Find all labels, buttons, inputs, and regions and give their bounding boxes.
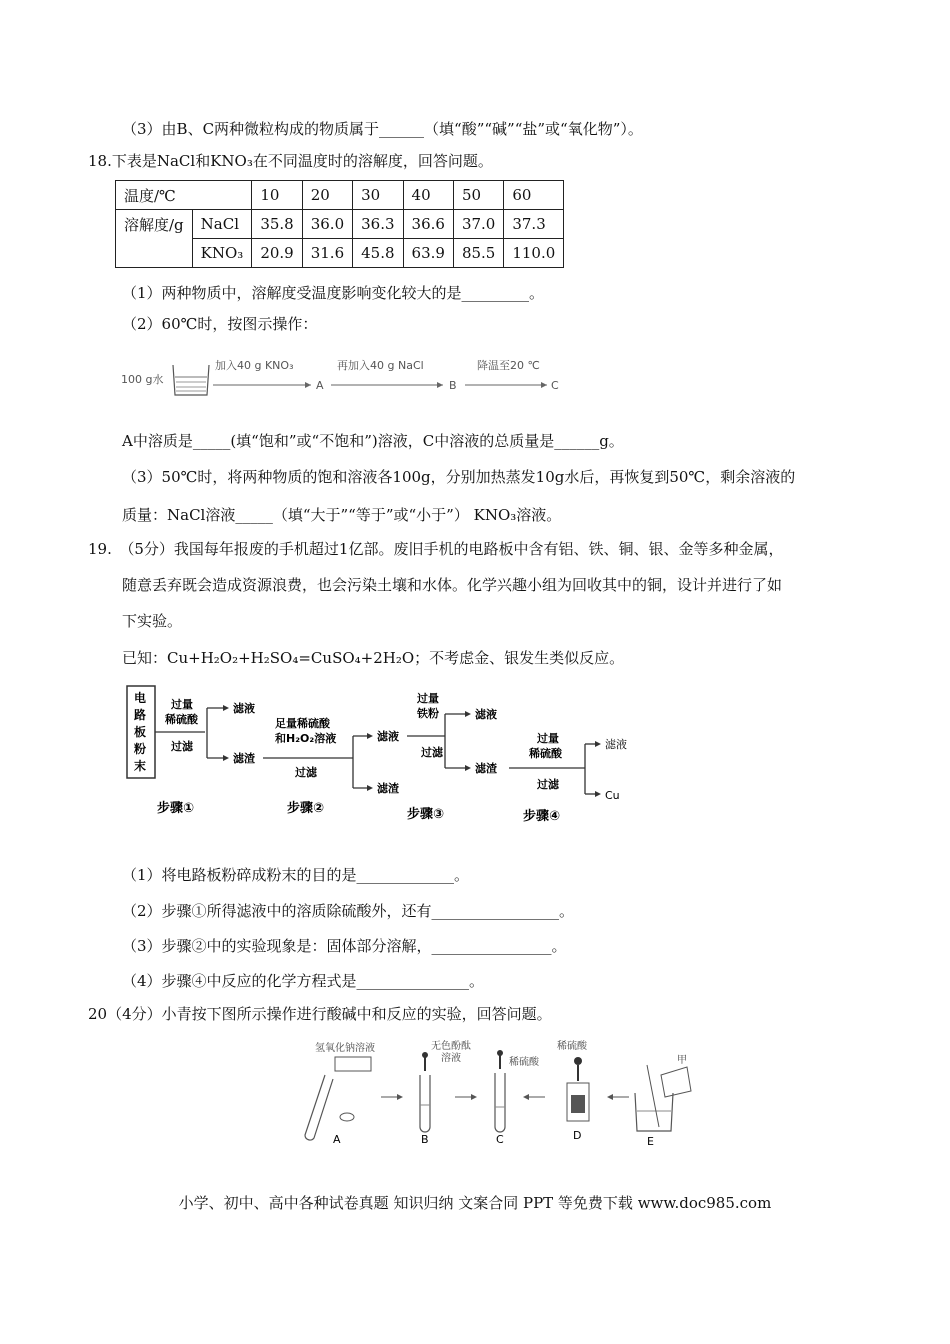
nacl-cell: 36.6 [403, 210, 453, 239]
reagent-jia-label: 甲 [677, 1055, 687, 1066]
acid-label: 稀硫酸 [509, 1057, 539, 1068]
kno3-cell: 63.9 [403, 239, 453, 268]
temp-cell: 60 [504, 181, 564, 210]
test-tube-icon [305, 1057, 371, 1140]
temp-cell: 30 [353, 181, 403, 210]
q18-part2-question: A中溶质是_____(填“饱和”或“不饱和”)溶液，C中溶液的总质量是______g。 [122, 432, 624, 450]
phenolphthalein-label: 溶液 [441, 1053, 461, 1064]
residue-label: 滤渣 [233, 752, 255, 765]
beaker-icon [635, 1065, 691, 1131]
step-label: 步骤① [157, 801, 195, 816]
flow-start-label: 100 g水 [121, 373, 164, 386]
q19-part3: （3）步骤②中的实验现象是：固体部分溶解，________________。 [122, 937, 567, 955]
box-char: 末 [134, 759, 147, 773]
test-tube-icon [495, 1050, 505, 1132]
copper-recovery-flowchart [125, 680, 645, 830]
kno3-cell: 110.0 [504, 239, 564, 268]
step4-reagent: 稀硫酸 [529, 747, 562, 760]
step4-filter: 过滤 [537, 778, 559, 791]
q18-title: 18.下表是NaCl和KNO₃在不同温度时的溶解度，回答问题。 [88, 152, 493, 170]
box-char: 粉 [134, 742, 147, 756]
filtrate-label: 滤液 [605, 738, 627, 751]
solubility-table [115, 180, 564, 268]
q19-part4: （4）步骤④中反应的化学方程式是_______________。 [122, 972, 485, 990]
figure-label: E [647, 1135, 654, 1147]
kno3-cell: 45.8 [353, 239, 403, 268]
filtrate-label: 滤液 [475, 708, 497, 721]
step1-reagent: 稀硫酸 [165, 713, 198, 726]
nacl-cell: 35.8 [252, 210, 302, 239]
figure-label: D [573, 1129, 582, 1142]
dissolving-flow-diagram [115, 355, 585, 403]
q19-line3: 下实验。 [122, 612, 183, 630]
temp-cell: 20 [302, 181, 352, 210]
flow-step1-label: 加入40 g KNO₃ [215, 359, 294, 372]
filtrate-label: 滤液 [233, 702, 255, 715]
acid-label: 稀硫酸 [557, 1041, 587, 1052]
q17-part3: （3）由B、C两种微粒构成的物质属于______（填“酸”“碱”“盐”或“氧化物”）。 [122, 120, 643, 138]
kno3-label: KNO₃ [192, 239, 252, 268]
figure-label: A [333, 1133, 341, 1146]
box-char: 板 [134, 725, 147, 739]
q19-line2: 随意丢弃既会造成资源浪费，也会污染土壤和水体。化学兴趣小组为回收其中的铜，设计并进行了如 [122, 576, 783, 594]
page-footer: 小学、初中、高中各种试卷真题 知识归纳 文案合同 PPT 等免费下载 www.doc985.com [178, 1194, 772, 1212]
q18-part2: （2）60℃时，按图示操作： [122, 315, 318, 333]
q18-part3-line1: （3）50℃时，将两种物质的饱和溶液各100g，分别加热蒸发10g水后，再恢复到50℃，剩余溶液的 [122, 468, 796, 486]
q20-title: 20（4分）小青按下图所示操作进行酸碱中和反应的实验，回答问题。 [88, 1005, 552, 1023]
phenolphthalein-label: 无色酚酞 [431, 1041, 471, 1052]
kno3-cell: 20.9 [252, 239, 302, 268]
flow-step2-label: 再加入40 g NaCl [337, 359, 424, 372]
step-label: 步骤③ [407, 807, 445, 822]
kno3-cell: 31.6 [302, 239, 352, 268]
beaker-icon [173, 365, 209, 395]
kno3-cell: 85.5 [453, 239, 503, 268]
step2-reagent: 和H₂O₂溶液 [275, 732, 337, 745]
nacl-cell: 36.0 [302, 210, 352, 239]
nacl-cell: 37.0 [453, 210, 503, 239]
flow-step3-label: 降温至20 ℃ [477, 359, 540, 372]
naoh-label: 氢氧化钠溶液 [315, 1043, 375, 1054]
figure-label: C [496, 1133, 504, 1146]
step1-reagent: 过量 [171, 698, 193, 711]
temp-cell: 40 [403, 181, 453, 210]
neutralization-experiment-figure [295, 1035, 715, 1147]
figure-label: B [421, 1133, 429, 1146]
step2-reagent: 足量稀硫酸 [275, 717, 330, 730]
step3-filter: 过滤 [421, 746, 443, 759]
residue-label: 滤渣 [377, 782, 399, 795]
temp-cell: 10 [252, 181, 302, 210]
q19-line1: 19. （5分）我国每年报废的手机超过1亿部。废旧手机的电路板中含有铝、铁、铜、银、金等多种金属， [88, 540, 784, 558]
step-label: 步骤② [287, 801, 325, 816]
dropper-bottle-icon [567, 1057, 589, 1121]
temp-cell: 50 [453, 181, 503, 210]
nacl-label: NaCl [192, 210, 252, 239]
solubility-label: 溶解度/g [116, 210, 193, 268]
nacl-cell: 37.3 [504, 210, 564, 239]
step3-reagent: 铁粉 [417, 707, 439, 720]
q18-part3-line2: 质量：NaCl溶液_____（填“大于”“等于”或“小于”） KNO₃溶液。 [122, 506, 562, 524]
step-label: 步骤④ [523, 809, 561, 824]
temp-header: 温度/℃ [116, 181, 252, 210]
filtrate-label: 滤液 [377, 730, 399, 743]
q19-known: 已知：Cu+H₂O₂+H₂SO₄=CuSO₄+2H₂O；不考虑金、银发生类似反应。 [122, 649, 625, 667]
copper-label: Cu [605, 789, 620, 802]
step4-reagent: 过量 [537, 732, 559, 745]
nacl-cell: 36.3 [353, 210, 403, 239]
step1-filter: 过滤 [171, 740, 193, 753]
test-tube-icon [420, 1052, 430, 1132]
q19-part2: （2）步骤①所得滤液中的溶质除硫酸外，还有_________________。 [122, 902, 575, 920]
flow-c-label: C [551, 379, 559, 392]
q18-part1: （1）两种物质中，溶解度受温度影响变化较大的是_________。 [122, 284, 545, 302]
q19-part1: （1）将电路板粉碎成粉末的目的是_____________。 [122, 866, 470, 884]
box-char: 电 [134, 691, 147, 705]
box-char: 路 [134, 708, 147, 722]
residue-label: 滤渣 [475, 762, 497, 775]
step3-reagent: 过量 [417, 692, 439, 705]
flow-b-label: B [449, 379, 457, 392]
flow-a-label: A [316, 379, 324, 392]
step2-filter: 过滤 [295, 766, 317, 779]
